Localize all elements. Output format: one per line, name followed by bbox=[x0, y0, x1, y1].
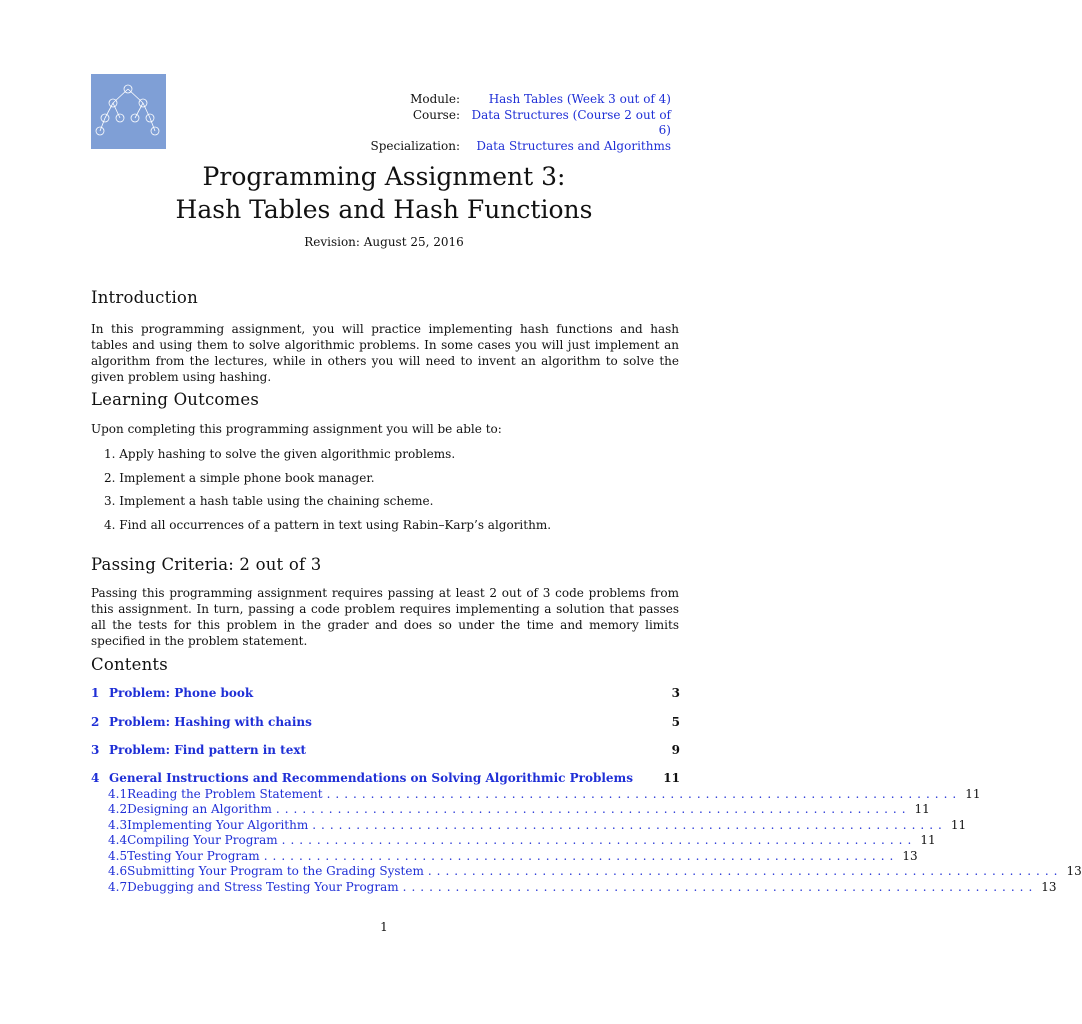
toc-subentry[interactable] bbox=[108, 833, 936, 849]
passing-criteria-text: Passing this programming assignment requires passing at least 2 out of 3 code problems from this assignment. In turn, passing a code problem requires implementing a solution that passes all the tests for this problem in the grader and does so under the time and memory limits specified in the problem statement. bbox=[91, 586, 679, 648]
toc-leader-dots: ........................................................................ bbox=[263, 849, 899, 863]
toc-leader-dots: ........................................................................ bbox=[275, 802, 911, 816]
meta-label: Course: bbox=[412, 107, 460, 122]
title-line-1: Programming Assignment 3: bbox=[202, 162, 566, 191]
toc-leader-dots: ........................................................................ bbox=[326, 787, 962, 801]
toc-subentry-title: Compiling Your Program bbox=[127, 833, 278, 847]
introduction-heading: Introduction bbox=[91, 288, 198, 307]
toc-entry-title: Problem: Hashing with chains bbox=[109, 715, 312, 729]
specialization-link[interactable]: Data Structures and Algorithms bbox=[476, 138, 671, 153]
toc-subentry-title: Reading the Problem Statement bbox=[127, 787, 323, 801]
passing-criteria-heading: Passing Criteria: 2 out of 3 bbox=[91, 555, 322, 574]
meta-row-course bbox=[330, 108, 671, 139]
toc-entry-number: 1 bbox=[91, 686, 100, 700]
list-item: 2. Implement a simple phone book manager. bbox=[104, 470, 375, 485]
toc-subentry-number: 4.3 bbox=[108, 818, 128, 832]
page-number: 1 bbox=[380, 920, 388, 934]
toc-entry-page: 5 bbox=[671, 715, 680, 729]
toc-subentry-page: 13 bbox=[902, 849, 918, 863]
introduction-text: In this programming assignment, you will practice implementing hash functions and hash tables and using them to solve algorithmic problems. In some cases you will just implement an algorithm from the lectures, while in others you will need to invent an algorithm to solve the given problem using hashing. bbox=[91, 322, 679, 384]
toc-subentry-page: 11 bbox=[965, 787, 981, 801]
toc-subentry-page: 11 bbox=[920, 833, 936, 847]
toc-entry-title: Problem: Find pattern in text bbox=[109, 743, 307, 757]
toc-entry-hashing-with-chains[interactable] bbox=[91, 715, 680, 729]
toc-subentry[interactable] bbox=[108, 818, 967, 834]
toc-subentry[interactable] bbox=[108, 802, 930, 818]
toc-subentry-number: 4.5 bbox=[108, 849, 128, 863]
toc-leader-dots: ........................................................................ bbox=[427, 864, 1063, 878]
toc-entry-number: 4 bbox=[91, 771, 100, 785]
meta-label: Module: bbox=[410, 92, 460, 106]
toc-subentry-title: Submitting Your Program to the Grading System bbox=[127, 864, 424, 878]
toc-entry-page: 11 bbox=[663, 771, 680, 785]
toc-leader-dots: ........................................................................ bbox=[281, 833, 917, 847]
toc-entry-title: General Instructions and Recommendations on Solving Algorithmic Problems bbox=[109, 771, 633, 785]
toc-leader-dots: ........................................................................ bbox=[312, 818, 947, 832]
learning-outcomes-list bbox=[104, 443, 551, 537]
module-link[interactable]: Hash Tables (Week 3 out of 4) bbox=[488, 92, 671, 106]
toc-subentry-number: 4.4 bbox=[108, 833, 128, 847]
page-title bbox=[0, 160, 768, 226]
toc-subentry-page: 11 bbox=[950, 818, 967, 832]
list-item: 4. Find all occurrences of a pattern in text using Rabin–Karp’s algorithm. bbox=[104, 517, 552, 532]
toc-entry-page: 9 bbox=[671, 743, 680, 757]
meta-row-specialization bbox=[330, 139, 671, 155]
toc-entry-title: Problem: Phone book bbox=[109, 686, 254, 700]
toc-subentry-number: 4.6 bbox=[108, 864, 128, 878]
toc-entry-number: 3 bbox=[91, 743, 100, 757]
learning-outcomes-intro: Upon completing this programming assignment you will be able to: bbox=[91, 422, 502, 436]
learning-outcomes-heading: Learning Outcomes bbox=[91, 390, 260, 409]
toc-entry-page: 3 bbox=[671, 686, 680, 700]
toc-subentry-number: 4.2 bbox=[108, 802, 128, 816]
toc-subentry-title: Debugging and Stress Testing Your Program bbox=[127, 880, 399, 894]
toc-entry-find-pattern[interactable] bbox=[91, 743, 680, 757]
revision-date: Revision: August 25, 2016 bbox=[304, 235, 464, 249]
toc-subentry-number: 4.7 bbox=[108, 880, 128, 894]
course-link[interactable]: Data Structures (Course 2 out of 6) bbox=[471, 107, 671, 137]
toc-subentry[interactable] bbox=[108, 880, 1057, 896]
toc-subentry[interactable] bbox=[108, 849, 918, 865]
toc-subentry-title: Implementing Your Algorithm bbox=[127, 818, 309, 832]
list-item: 3. Implement a hash table using the chaining scheme. bbox=[104, 494, 434, 508]
title-line-2: Hash Tables and Hash Functions bbox=[175, 195, 593, 224]
toc-subentry-page: 13 bbox=[1066, 864, 1082, 878]
toc-subentry-title: Designing an Algorithm bbox=[127, 802, 272, 816]
toc-entry-number: 2 bbox=[91, 715, 100, 729]
toc-entry-general-instructions[interactable] bbox=[91, 771, 680, 785]
contents-heading: Contents bbox=[91, 655, 168, 674]
toc-subentry[interactable] bbox=[108, 787, 981, 803]
toc-subentry-title: Testing Your Program bbox=[127, 849, 260, 863]
toc-subentry-page: 11 bbox=[914, 802, 930, 816]
toc-entry-phone-book[interactable] bbox=[91, 686, 680, 700]
meta-label: Specialization: bbox=[370, 138, 460, 153]
meta-row-module bbox=[330, 92, 671, 108]
list-item: 1. Apply hashing to solve the given algorithmic problems. bbox=[104, 447, 456, 461]
binary-tree-logo-icon bbox=[91, 74, 166, 149]
toc-subentry-number: 4.1 bbox=[108, 787, 128, 801]
toc-leader-dots: ........................................................................ bbox=[402, 880, 1038, 894]
toc-subentry[interactable] bbox=[108, 864, 1082, 880]
course-metadata bbox=[330, 92, 671, 154]
toc-subentry-page: 13 bbox=[1041, 880, 1057, 894]
